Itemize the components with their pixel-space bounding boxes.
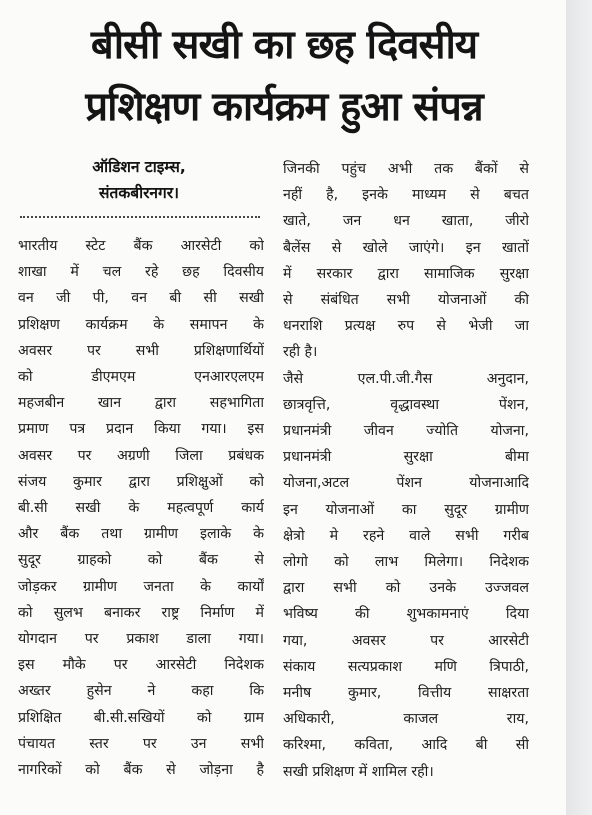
article-line: प्रधानमंत्री सुरक्षा बीमा <box>283 449 529 466</box>
article-line: अवसर पर सभी प्रशिक्षणार्थियों <box>18 342 264 359</box>
byline-location: संतकबीरनगर। <box>99 184 179 202</box>
article-line: धनराशि प्रत्यक्ष रुप से भेजी जा <box>283 318 529 335</box>
article-line: पंचायत स्तर पर उन सभी <box>18 735 264 752</box>
article-line: अधिकारी, काजल राय, <box>283 711 529 728</box>
article-line: जिनकी पहुंच अभी तक बैंकों से <box>283 161 529 177</box>
article-line: द्वारा सभी को उनके उज्जवल <box>283 580 529 597</box>
article-line: नागरिकों को बैंक से जोड़ना है <box>18 762 264 779</box>
article-line: जैसे एल.पी.जी.गैस अनुदान, <box>283 370 529 387</box>
article-line: बी.सी सखी के महत्वपूर्ण कार्य <box>18 500 264 517</box>
article-line: वन जी पी, वन बी सी सखी <box>18 290 264 307</box>
article-line: संकाय सत्यप्रकाश मणि त्रिपाठी, <box>283 658 529 675</box>
article-line: संजय कुमार द्वारा प्रशिक्षुओं को <box>18 473 264 490</box>
article-line: को सुलभ बनाकर राष्ट्र निर्माण में <box>18 604 264 621</box>
article-line: से संबंधित सभी योजनाओं की <box>283 292 529 309</box>
article-line: मनीष कुमार, वित्तीय साक्षरता <box>283 685 529 702</box>
article-line: शाखा में चल रहे छह दिवसीय <box>18 264 264 281</box>
article-line: बैलेंस से खोले जाएंगे। इन खातों <box>283 239 529 256</box>
article-line: और बैंक तथा ग्रामीण इलाके के <box>18 526 264 543</box>
headline-line-2: प्रशिक्षण कार्यक्रम हुआ संपन्न <box>85 84 483 130</box>
article-line: प्रधानमंत्री जीवन ज्योति योजना, <box>283 423 529 440</box>
byline <box>20 154 258 206</box>
article-line: में सरकार द्वारा सामाजिक सुरक्षा <box>283 265 529 282</box>
article-line: प्रशिक्षित बी.सी.सखियों को ग्राम <box>18 709 264 726</box>
article-line: खाते, जन धन खाता, जीरो <box>283 213 529 230</box>
article-line: योजना,अटल पेंशन योजनाआदि <box>283 475 529 492</box>
article-line: सखी प्रशिक्षण में शामिल रही। <box>283 763 434 780</box>
headline-line-1: बीसी सखी का छह दिवसीय <box>90 22 478 68</box>
dotted-divider <box>20 216 260 218</box>
article-line: योगदान पर प्रकाश डाला गया। <box>18 631 264 648</box>
byline-source: ऑडिशन टाइम्स, <box>92 158 186 176</box>
article-line: महजबीन खान द्वारा सहभागिता <box>18 395 264 412</box>
article-line: प्रमाण पत्र प्रदान किया गया। इस <box>18 421 264 438</box>
article-line: को डीएमएम एनआरएलएम <box>18 369 264 386</box>
article-line: अवसर पर अग्रणी जिला प्रबंधक <box>18 447 264 464</box>
article-column-left <box>18 233 264 783</box>
headline <box>10 14 558 138</box>
page-edge-background <box>566 0 592 815</box>
article-line: अख्तर हुसेन ने कहा कि <box>18 683 264 700</box>
article-line: प्रशिक्षण कार्यक्रम के समापन के <box>18 316 264 333</box>
article-line: गया, अवसर पर आरसेटी <box>283 632 529 649</box>
article-line: छात्रवृत्ति, वृद्धावस्था पेंशन, <box>283 396 529 413</box>
article-line: रही है। <box>283 344 318 361</box>
article-line: करिश्मा, कविता, आदि बी सी <box>283 737 529 754</box>
article-line: जोड़कर ग्रामीण जनता के कार्यों <box>18 578 264 595</box>
article-line: क्षेत्रो मे रहने वाले सभी गरीब <box>283 527 529 544</box>
article-line: लोगो को लाभ मिलेगा। निदेशक <box>283 554 529 571</box>
article-line: इस मौके पर आरसेटी निदेशक <box>18 657 264 674</box>
article-line: इन योजनाओं का सुदूर ग्रामीण <box>283 501 529 518</box>
article-line: सुदूर ग्राहको को बैंक से <box>18 552 264 569</box>
article-column-right <box>283 156 529 785</box>
article-line: नहीं है, इनके माध्यम से बचत <box>283 187 529 204</box>
article-line: भारतीय स्टेट बैंक आरसेटी को <box>18 238 264 254</box>
article-line: भविष्य की शुभकामनाएं दिया <box>283 606 529 623</box>
